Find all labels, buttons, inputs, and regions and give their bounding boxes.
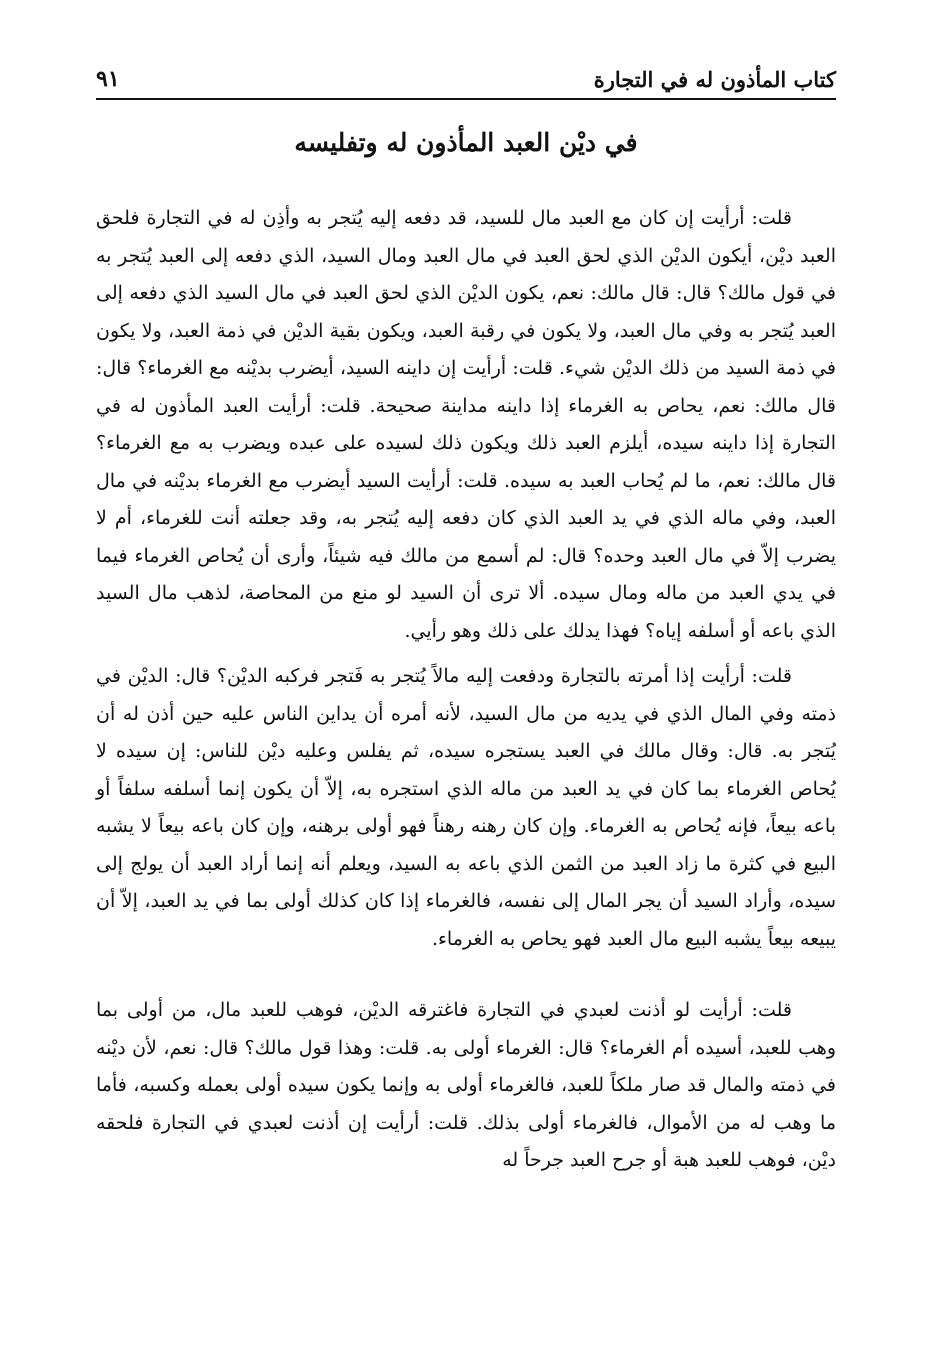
body-text xyxy=(96,200,836,1180)
paragraph: قلت: أرأيت إذا أمرته بالتجارة ودفعت إليه مالاً يُتجر به فَتجر فركبه الديْن؟ قال: الديْن في ذمته وفي المال الذي في يديه من مال السيد، لأنه أمره أن يداين الناس عليه حين أذن له أن يُتجر به. قال: وقال مالك في العبد يستجره سيده، ثم يفلس وعليه ديْن للناس: إن سيده لا يُحاص الغرماء بما كان في يد العبد من ماله الذي استجره به، إلاّ أن يكون إنما أسلفه سلفاً أو باعه بيعاً، فإنه يُحاص به الغرماء. وإن كان رهنه رهناً فهو أولى برهنه، وإن كان باعه بيعاً لا يشبه البيع في كثرة ما زاد العبد من الثمن الذي باعه به السيد، ويعلم أنه إنما أراد العبد أن يولج إلى سيده، وأراد السيد أن يجر المال إلى نفسه، فالغرماء إذا كان كذلك أولى بما في يد العبد، إلاّ أن يبيعه بيعاً يشبه البيع مال العبد فهو يحاص به الغرماء. xyxy=(96,665,836,950)
paragraph: قلت: أرأيت لو أذنت لعبدي في التجارة فاغترقه الديْن، فوهب للعبد مال، من أولى بما وهب للعبد، أسيده أم الغرماء؟ قال: الغرماء أولى به. قلت: وهذا قول مالك؟ قال: نعم، لأن ديْنه في ذمته والمال قد صار ملكاً للعبد، فالغرماء أولى به وإنما يكون سيده أولى بعمله وكسبه، فأما ما وهب له من الأموال، فالغرماء أولى بذلك. قلت: أرأيت إن أذنت لعبدي في التجارة فلحقه ديْن، فوهب للعبد هبة أو جرح العبد جرحاً له xyxy=(96,999,836,1171)
page-number: ٩١ xyxy=(96,66,120,92)
paragraph: قلت: أرأيت إن كان مع العبد مال للسيد، قد دفعه إليه يُتجر به وأذِن له في التجارة فلحق العبد ديْن، أيكون الديْن الذي لحق العبد في مال العبد ومال السيد، الذي دفعه إلى العبد يُتجر به في قول مالك؟ قال: قال مالك: نعم، يكون الديْن الذي لحق العبد في مال السيد الذي دفعه إلى العبد يُتجر به وفي مال العبد، ولا يكون في رقبة العبد، ويكون بقية الديْن في ذمة العبد، ولا يكون في ذمة السيد من ذلك الديْن شيء. قلت: أرأيت إن داينه السيد، أيضرب بديْنه مع الغرماء؟ قال: قال مالك: نعم، يحاص به الغرماء إذا داينه مداينة صحيحة. قلت: أرأيت العبد المأذون له في التجارة إذا داينه سيده، أيلزم العبد ذلك ويكون ذلك لسيده على عبده ويضرب به مع الغرماء؟ قال مالك: نعم، ما لم يُحاب العبد به سيده. قلت: أرأيت السيد أيضرب مع الغرماء بديْنه في مال العبد، وفي ماله الذي في يد العبد الذي كان دفعه إليه يُتجر به، وقد جعلته أنت للغرماء، أم لا يضرب إلاّ في مال العبد وحده؟ قال: لم أسمع من مالك فيه شيئاً، وأرى أن يُحاص الغرماء فيما في يدي العبد من ماله ومال سيده. ألا ترى أن السيد لو منع من المحاصة، لذهب مال السيد الذي باعه أو أسلفه إياه؟ فهذا يدلك على ذلك وهو رأيي. xyxy=(96,207,836,642)
running-head xyxy=(96,60,836,100)
chapter-title: في ديْن العبد المأذون له وتفليسه xyxy=(294,128,638,157)
book-title: كتاب المأذون له في التجارة xyxy=(593,67,836,92)
